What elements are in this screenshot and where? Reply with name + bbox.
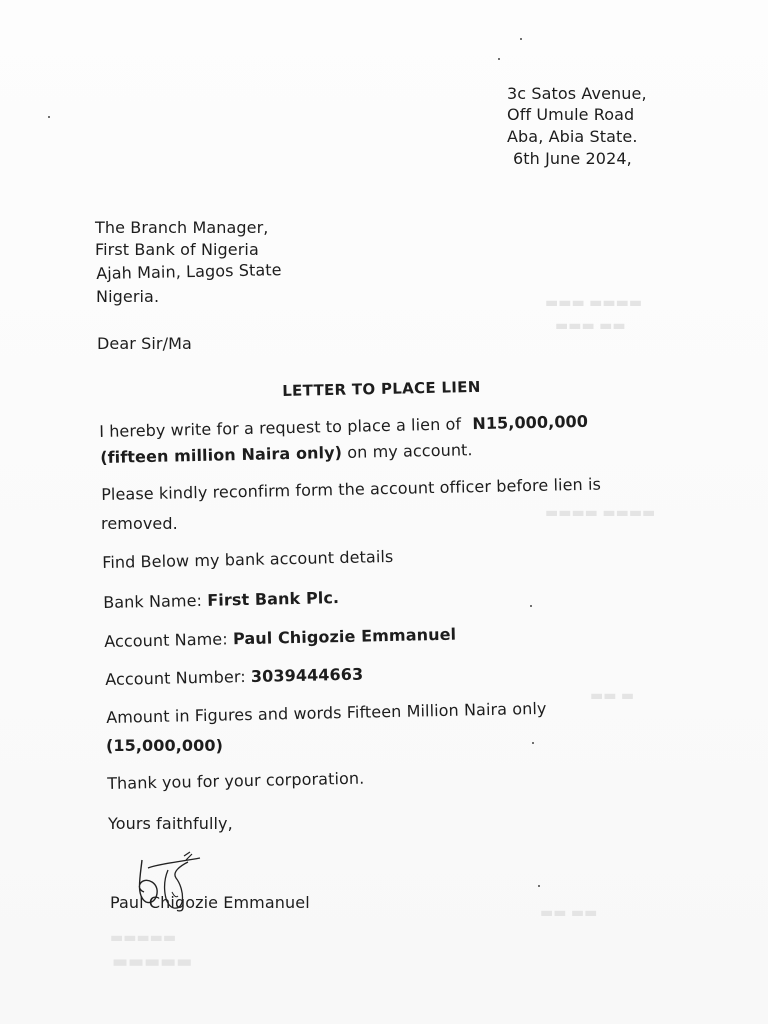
account-number-row xyxy=(105,665,363,690)
bleed-through-mark: ▬▬ ▬ xyxy=(590,688,635,704)
thanks-line: Thank you for your corporation. xyxy=(107,768,365,793)
body-paragraph-1-text: I hereby write for a request to place a lien of xyxy=(99,414,462,441)
amount-label: Amount in Figures and words Fifteen Million Naira only xyxy=(106,698,547,727)
recipient-line-1: The Branch Manager, xyxy=(95,218,269,237)
salutation: Dear Sir/Ma xyxy=(97,334,192,353)
bank-name-label: Bank Name: xyxy=(103,590,203,612)
body-paragraph-1-line-2 xyxy=(100,440,473,468)
letter-title: LETTER TO PLACE LIEN xyxy=(282,377,481,400)
account-name-label: Account Name: xyxy=(104,629,228,651)
account-name-value: Paul Chigozie Emmanuel xyxy=(232,624,457,649)
recipient-line-3: Ajah Main, Lagos State xyxy=(96,260,282,283)
speck xyxy=(48,116,50,118)
speck xyxy=(530,605,532,607)
bleed-through-mark: ▬▬▬▬▬ xyxy=(112,952,193,972)
recipient-line-2: First Bank of Nigeria xyxy=(95,240,259,259)
body-paragraph-3: Find Below my bank account details xyxy=(102,546,394,572)
bleed-through-mark: ▬▬▬▬ ▬▬▬▬ xyxy=(545,505,656,521)
speck xyxy=(538,885,540,887)
bank-name-row xyxy=(103,588,339,613)
bleed-through-mark: ▬▬ ▬▬ xyxy=(540,905,598,921)
speck xyxy=(498,58,500,60)
speck xyxy=(532,742,534,744)
bank-name-value: First Bank Plc. xyxy=(207,588,340,610)
bleed-through-mark: ▬▬▬▬▬ xyxy=(110,930,177,946)
body-paragraph-1-line-1 xyxy=(99,412,588,442)
bleed-through-mark: ▬▬▬ ▬▬ xyxy=(555,318,626,334)
sender-address-line-2: Off Umule Road xyxy=(507,105,635,124)
body-paragraph-2-line-1: Please kindly reconfirm form the account officer before lien is xyxy=(101,474,602,504)
body-paragraph-1-end: on my account. xyxy=(347,440,473,462)
recipient-line-4: Nigeria. xyxy=(96,287,160,306)
account-number-value: 3039444663 xyxy=(250,664,364,686)
signatory-name: Paul Chigozie Emmanuel xyxy=(110,893,310,912)
body-paragraph-2-line-2: removed. xyxy=(101,514,178,533)
sign-off: Yours faithfully, xyxy=(108,814,233,833)
speck xyxy=(520,38,522,40)
amount-value: (15,000,000) xyxy=(106,736,224,755)
bleed-through-mark: ▬▬▬ ▬▬▬▬ xyxy=(545,295,643,311)
sender-address-line-3: Aba, Abia State. xyxy=(507,127,638,146)
lien-amount-words: (fifteen million Naira only) xyxy=(100,442,343,467)
letter-date: 6th June 2024, xyxy=(513,149,632,168)
lien-amount: N15,000,000 xyxy=(472,411,589,434)
account-name-row xyxy=(104,625,456,652)
sender-address-line-1: 3c Satos Avenue, xyxy=(507,84,647,103)
account-number-label: Account Number: xyxy=(105,667,246,689)
